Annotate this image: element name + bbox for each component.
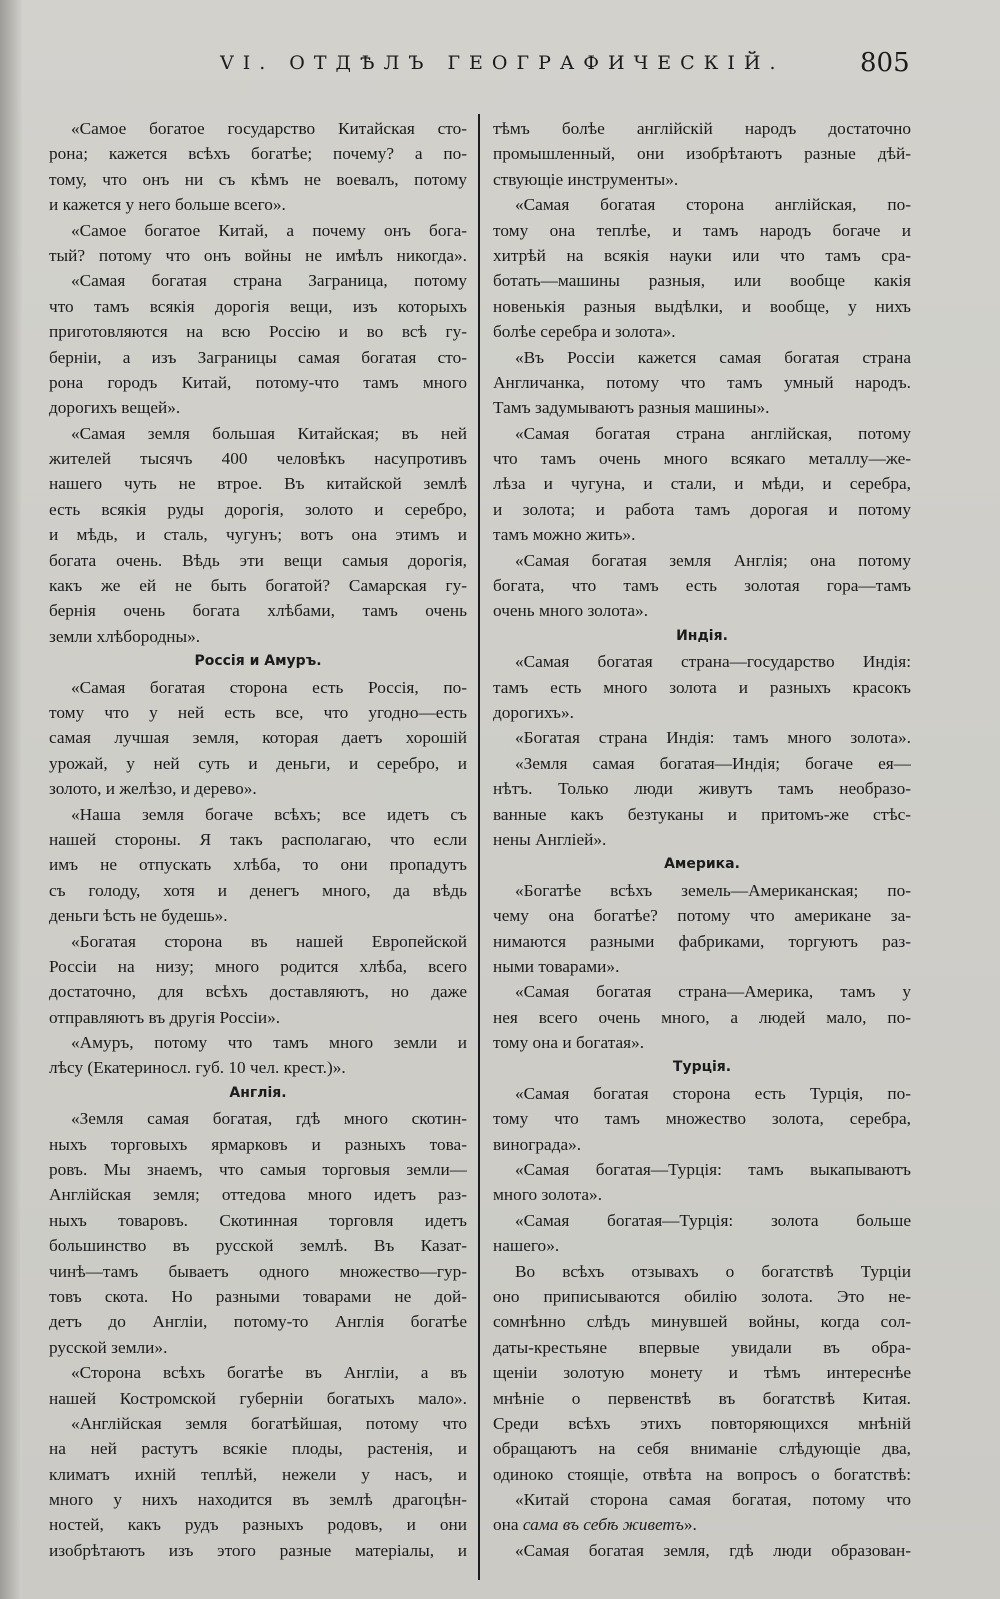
text-line: она сама въ себѣ живетъ».	[493, 1515, 697, 1535]
text-line: даты-крестьяне впервые увидали въ обра-	[493, 1337, 911, 1357]
text-line: ванные какъ безтуканы и притомъ-же стѣс-	[493, 804, 911, 824]
text-line: промышленный, они изобрѣтаютъ разные дѣй-	[493, 144, 911, 164]
text-line: тамъ есть много золота и разныхъ красокъ	[493, 677, 911, 697]
text-line: лѣза и чугуна, и стали, и мѣди, и серебра,	[493, 474, 911, 494]
text-line: тому, что онъ ни съ кѣмъ не воевалъ, потому	[49, 169, 467, 189]
text-line: ныхъ торговыхъ ярмарковъ и разныхъ това-	[49, 1134, 467, 1154]
text-line: дорогихъ».	[493, 702, 574, 722]
text-line: щеніи золотую монету и тѣмъ интереснѣе	[493, 1363, 911, 1383]
text-line: очень много золота».	[493, 601, 649, 621]
text-line: мнѣніе о первенствѣ въ богатствѣ Китая.	[493, 1388, 911, 1408]
text-line: чему она богатѣе? потому что американе за-	[493, 906, 911, 926]
section-heading: Индія.	[676, 627, 728, 644]
text-line: «Богатѣе всѣхъ земель—Американская; по-	[515, 880, 911, 900]
text-line: и кажется у него больше всего».	[49, 195, 286, 215]
text-line: ностей, какъ рудъ разныхъ родовъ, и они	[49, 1515, 467, 1535]
text-line: «Наша земля богаче всѣхъ; все идетъ съ	[71, 804, 467, 824]
text-line: «Земля самая богатая, гдѣ много скотин-	[71, 1109, 467, 1129]
text-line: отправляютъ въ другія Россіи».	[49, 1007, 281, 1027]
text-line: одиноко стоящіе, отвѣта на вопросъ о богатствѣ:	[493, 1464, 911, 1484]
text-line: «Сторона всѣхъ богатѣе въ Англіи, а въ	[71, 1363, 467, 1383]
section-heading: Америка.	[664, 856, 740, 873]
left-column	[49, 116, 467, 1563]
text-line: урожай, у ней суть и деньги, и серебро, и	[49, 753, 467, 773]
right-column	[493, 116, 911, 1563]
text-line: нѣтъ. Только люди живутъ тамъ необразо-	[493, 779, 911, 799]
text-line: «Амуръ, потому что тамъ много земли и	[71, 1033, 467, 1053]
section-heading: Турція.	[672, 1059, 732, 1076]
text-line: ровъ. Мы знаемъ, что самыя торговыя земли—	[49, 1160, 467, 1180]
text-line: и мѣдь, и сталь, чугунъ; вотъ она этимъ и	[49, 525, 467, 545]
text-line: есть всякія руды дорогія, золото и серебро,	[49, 499, 467, 519]
text-line: нашей стороны. Я такъ располагаю, что если	[49, 829, 467, 849]
text-line: детъ до Англіи, потому-то Англія богатѣе	[49, 1312, 467, 1332]
column-divider	[478, 114, 480, 1580]
text-line: тѣмъ болѣе англійскій народъ достаточно	[493, 119, 911, 138]
text-line: оно приписываются обилію золота. Это не-	[493, 1286, 911, 1306]
text-line: ныхъ товаровъ. Скотинная торговля идетъ	[49, 1210, 467, 1230]
text-line: берніи, а изъ Заграницы самая богатая сто-	[49, 347, 467, 367]
text-line: и золота; и работа тамъ дорогая и потому	[493, 499, 911, 519]
text-line: обращаютъ на себя вниманіе слѣдующіе два,	[493, 1439, 911, 1459]
text-line: Англичанка, потому что тамъ умный народъ.	[493, 372, 911, 392]
text-line: Тамъ задумываютъ разныя машины».	[493, 398, 770, 418]
text-line: Во всѣхъ отзывахъ о богатствѣ Турціи	[515, 1261, 911, 1281]
text-line: «Земля самая богатая—Индія; богаче ея—	[515, 753, 911, 773]
text-line: приготовляются на всю Россію и во всѣ гу-	[49, 322, 467, 342]
text-line: тому она теплѣе, и тамъ народъ богаче и	[493, 220, 911, 240]
text-line: что тамъ всякія дорогія вещи, изъ которыхъ	[49, 296, 467, 316]
text-line: «Самая богатая сторона есть Россія, по-	[71, 677, 467, 697]
text-line: большинство въ русской землѣ. Въ Казат-	[49, 1236, 467, 1256]
text-line: рона городъ Китай, потому-что тамъ много	[49, 372, 467, 392]
text-line: хитрѣй на всякія науки или что тамъ сра-	[493, 245, 911, 265]
text-line: «Богатая страна Индія: тамъ много золота».	[515, 728, 911, 748]
text-line: нея всего очень много, а людей мало, по-	[493, 1007, 911, 1027]
section-heading: Россія и Амуръ.	[194, 653, 322, 670]
text-line: какъ же ей не быть богатой? Самарская гу-	[49, 576, 467, 596]
text-line: товъ скота. Но разными товарами не дой-	[49, 1286, 467, 1306]
text-line: съ голоду, хотя и денегъ много, да вѣдь	[49, 880, 467, 900]
text-line: «Самое богатое Китай, а почему онъ бога-	[71, 220, 467, 240]
text-line: чинѣ—тамъ бываетъ одного множество—гур-	[49, 1261, 467, 1281]
text-line: нашего».	[493, 1236, 560, 1256]
text-line: «Китай сторона самая богатая, потому что	[515, 1490, 911, 1510]
text-line: ботать—машины разныя, или вообще какія	[493, 271, 911, 291]
text-line: Англійская земля; оттедова много идетъ раз-	[49, 1185, 467, 1205]
text-line: земли хлѣбородны».	[49, 626, 201, 646]
text-line: «Самая богатая—Турція: золота больше	[515, 1210, 911, 1230]
text-line: «Самая богатая—Турція: тамъ выкапываютъ	[515, 1160, 911, 1180]
text-line: деньги ѣсть не будешь».	[49, 906, 228, 926]
text-line: Россіи на низу; много родится хлѣба, всего	[49, 956, 467, 976]
text-line: винограда».	[493, 1134, 582, 1154]
text-line: «Самая богатая земля Англія; она потому	[515, 550, 911, 570]
text-line: тамъ можно жить».	[493, 525, 636, 545]
text-line: «Самая богатая страна—Америка, тамъ у	[515, 982, 911, 1002]
text-line: новенькія разныя выдѣлки, и вообще, у нихъ	[493, 296, 911, 316]
text-line: тому что тамъ множество золота, серебра,	[493, 1109, 911, 1129]
text-line: «Самая богатая страна Заграница, потому	[71, 271, 467, 291]
text-line: климатъ ихній теплѣй, нежели у насъ, и	[49, 1464, 467, 1484]
text-line: ными товарами».	[493, 956, 620, 976]
text-line: богата очень. Вѣдь эти вещи самыя дорогія,	[49, 550, 467, 570]
text-line: нашей Костромской губерніи богатыхъ мало».	[49, 1388, 467, 1408]
text-line: много у нихъ находится въ землѣ драгоцѣн-	[49, 1490, 467, 1510]
text-line: Среди всѣхъ этихъ повторяющихся мнѣній	[493, 1413, 911, 1433]
text-line: ствующіе инструменты».	[493, 169, 679, 189]
text-line: дорогихъ вещей».	[49, 398, 181, 418]
running-header: VI. ОТДѢЛЪ ГЕОГРАФИЧЕСКІЙ.	[220, 52, 785, 74]
text-line: русской земли».	[49, 1337, 168, 1357]
text-line: тому что у ней есть все, что угодно—есть	[49, 702, 467, 722]
text-line: на ней растутъ всякіе плоды, растенія, и	[49, 1439, 467, 1459]
text-line: изобрѣтаютъ изъ этого разные матеріалы, и	[49, 1540, 467, 1560]
text-line: болѣе серебра и золота».	[493, 322, 676, 342]
text-line: имъ не отпускать хлѣба, то они пропадутъ	[49, 855, 467, 875]
text-line: «Самая богатая сторона англійская, по-	[515, 195, 911, 215]
text-line: что тамъ очень много всякаго металлу—же-	[493, 449, 911, 469]
text-line: «Англійская земля богатѣйшая, потому что	[71, 1413, 467, 1433]
text-line: достаточно, для всѣхъ доставляютъ, но даже	[49, 982, 467, 1002]
text-line: лѣсу (Екатериносл. губ. 10 чел. крест.)».	[49, 1058, 346, 1078]
text-line: «Самая богатая сторона есть Турція, по-	[515, 1083, 911, 1103]
text-line: богата, что тамъ есть золотая гора—тамъ	[493, 576, 911, 596]
section-heading: Англія.	[229, 1084, 287, 1101]
text-line: нашего чуть не втрое. Въ китайской землѣ	[49, 474, 467, 494]
text-line: золото, и желѣзо, и дерево».	[49, 779, 257, 799]
text-line: «Въ Россіи кажется самая богатая страна	[515, 347, 911, 367]
text-line: «Самая богатая земля, гдѣ люди образован-	[515, 1540, 911, 1560]
text-line: сомнѣнно слѣдъ минувшей войны, когда сол-	[493, 1312, 911, 1332]
text-line: тый? потому что онъ войны не имѣлъ никогда».	[49, 245, 467, 265]
text-line: тому она и богатая».	[493, 1033, 645, 1053]
text-line: «Самая богатая страна—государство Индія:	[515, 652, 911, 672]
text-line: бернія очень богата хлѣбами, тамъ очень	[49, 601, 467, 621]
text-line: «Самое богатое государство Китайская сто-	[71, 119, 467, 138]
text-line: жителей тысячъ 400 человѣкъ насупротивъ	[49, 449, 467, 469]
text-line: «Самая богатая страна англійская, потому	[515, 423, 911, 443]
text-line: нимаются разными фабриками, торгуютъ раз-	[493, 931, 911, 951]
text-line: много золота».	[493, 1185, 603, 1205]
page-number: 805	[860, 48, 910, 78]
text-line: «Богатая сторона въ нашей Европейской	[71, 931, 467, 951]
text-line: нены Англіей».	[493, 829, 607, 849]
text-line: рона; кажется всѣхъ богатѣе; почему? а по-	[49, 144, 467, 164]
text-line: «Самая земля большая Китайская; въ ней	[71, 423, 467, 443]
text-line: самая лучшая земля, которая даетъ хорошій	[49, 728, 467, 748]
